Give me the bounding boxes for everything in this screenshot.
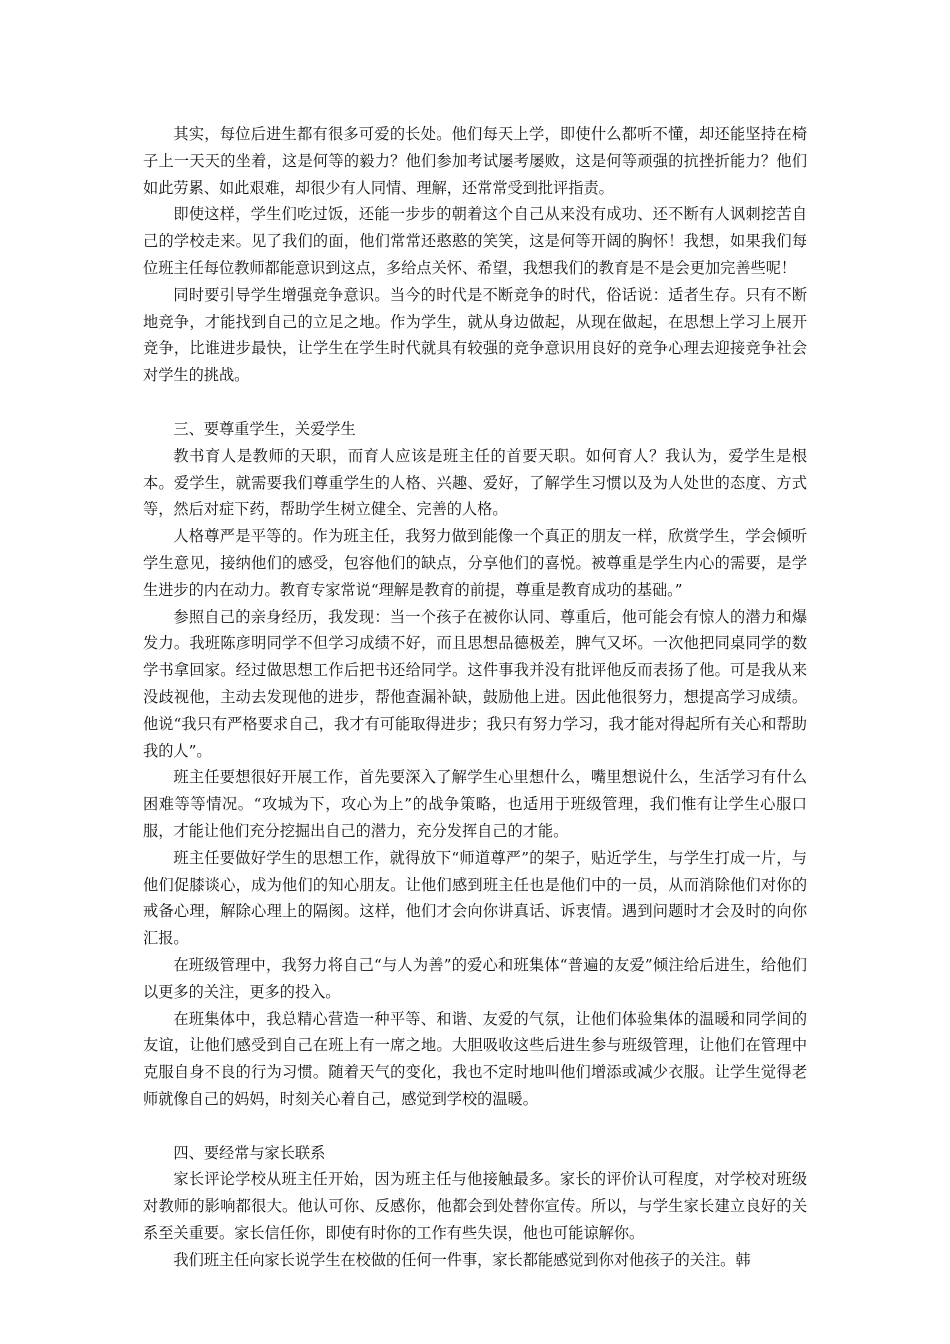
section-gap (143, 389, 807, 416)
paragraph: 班主任要想很好开展工作，首先要深入了解学生心里想什么，嘴里想说什么，生活学习有什么困难等等情况。“攻城为下，攻心为上”的战争策略，也适用于班级管理，我们惟有让学生心服口服，才能让他们充分挖掘出自己的潜力，充分发挥自己的才能。 (143, 768, 807, 840)
section-heading: 三、要尊重学生，关爱学生 (173, 419, 356, 438)
paragraph: 班主任要做好学生的思想工作，就得放下“师道尊严”的架子，贴近学生，与学生打成一片，与他们促膝谈心，成为他们的知心朋友。让他们感到班主任也是他们中的一员，从而消除他们对你的戒备心理，解除心理上的隔阂。这样，他们才会向你讲真话、诉衷情。遇到问题时才会及时的向你汇报。 (143, 848, 807, 948)
document-page (143, 121, 807, 1274)
section-heading: 四、要经常与家长联系 (173, 1143, 326, 1162)
paragraph: 在班级管理中，我努力将自己“与人为善”的爱心和班集体“普遍的友爱”倾注给后进生，给他们以更多的关注，更多的投入。 (143, 955, 807, 1001)
paragraph: 我们班主任向家长说学生在校做的任何一件事，家长都能感觉到你对他孩子的关注。韩 (173, 1250, 751, 1269)
paragraph: 在班集体中，我总精心营造一种平等、和谐、友爱的气氛，让他们体验集体的温暖和同学间的友谊，让他们感受到自己在班上有一席之地。大胆吸收这些后进生参与班级管理，让他们在管理中克服自身不良的行为习惯。随着天气的变化，我也不定时地叫他们增添或减少衣服。让学生觉得老师就像自己的妈妈，时刻关心着自己，感觉到学校的温暖。 (143, 1009, 807, 1108)
paragraph: 同时要引导学生增强竞争意识。当今的时代是不断竞争的时代，俗话说：适者生存。只有不断地竞争，才能找到自己的立足之地。作为学生，就从身边做起，从现在做起，在思想上学习上展开竞争，比谁进步最快，让学生在学生时代就具有较强的竞争意识用良好的竞争心理去迎接竞争社会对学生的挑战。 (143, 285, 807, 385)
paragraph: 教书育人是教师的天职，而育人应该是班主任的首要天职。如何育人？我认为，爱学生是根本。爱学生，就需要我们尊重学生的人格、兴趣、爱好，了解学生习惯以及为人处世的态度、方式等，然后对症下药，帮助学生树立健全、完善的人格。 (143, 446, 807, 519)
paragraph: 家长评论学校从班主任开始，因为班主任与他接触最多。家长的评价认可程度，对学校对班级对教师的影响都很大。他认可你、反感你，他都会到处替你宣传。所以，与学生家长建立良好的关系至关重要。家长信任你，即使有时你的工作有些失误，他也可能谅解你。 (143, 1170, 807, 1243)
section-gap (143, 1113, 807, 1140)
paragraph: 其实，每位后进生都有很多可爱的长处。他们每天上学，即使什么都听不懂，却还能坚持在椅子上一天天的坐着，这是何等的毅力？他们参加考试屡考屡败，这是何等顽强的抗挫折能力？他们如此劳累、如此艰难，却很少有人同情、理解，还常常受到批评指责。 (143, 125, 807, 197)
paragraph: 人格尊严是平等的。作为班主任，我努力做到能像一个真正的朋友一样，欣赏学生，学会倾听学生意见，接纳他们的感受，包容他们的缺点，分享他们的喜悦。被尊重是学生内心的需要，是学生进步的内在动力。教育专家常说“理解是教育的前提，尊重是教育成功的基础。” (143, 527, 807, 599)
paragraph: 即使这样，学生们吃过饭，还能一步步的朝着这个自己从来没有成功、还不断有人讽刺挖苦自己的学校走来。见了我们的面，他们常常还憨憨的笑笑，这是何等开阔的胸怀！我想，如果我们每位班主任每位教师都能意识到这点，多给点关怀、希望，我想我们的教育是不是会更加完善些呢！ (143, 205, 807, 277)
paragraph: 参照自己的亲身经历，我发现：当一个孩子在被你认同、尊重后，他可能会有惊人的潜力和爆发力。我班陈彦明同学不但学习成绩不好，而且思想品德极差，脾气又坏。一次他把同桌同学的数学书拿回家。经过做思想工作后把书还给同学。这件事我并没有批评他反而表扬了他。可是我从来没歧视他，主动去发现他的进步，帮他查漏补缺，鼓励他上进。因此他很努力，想提高学习成绩。他说“我只有严格要求自己，我才有可能取得进步；我只有努力学习，我才能对得起所有关心和帮助我的人”。 (143, 607, 807, 760)
